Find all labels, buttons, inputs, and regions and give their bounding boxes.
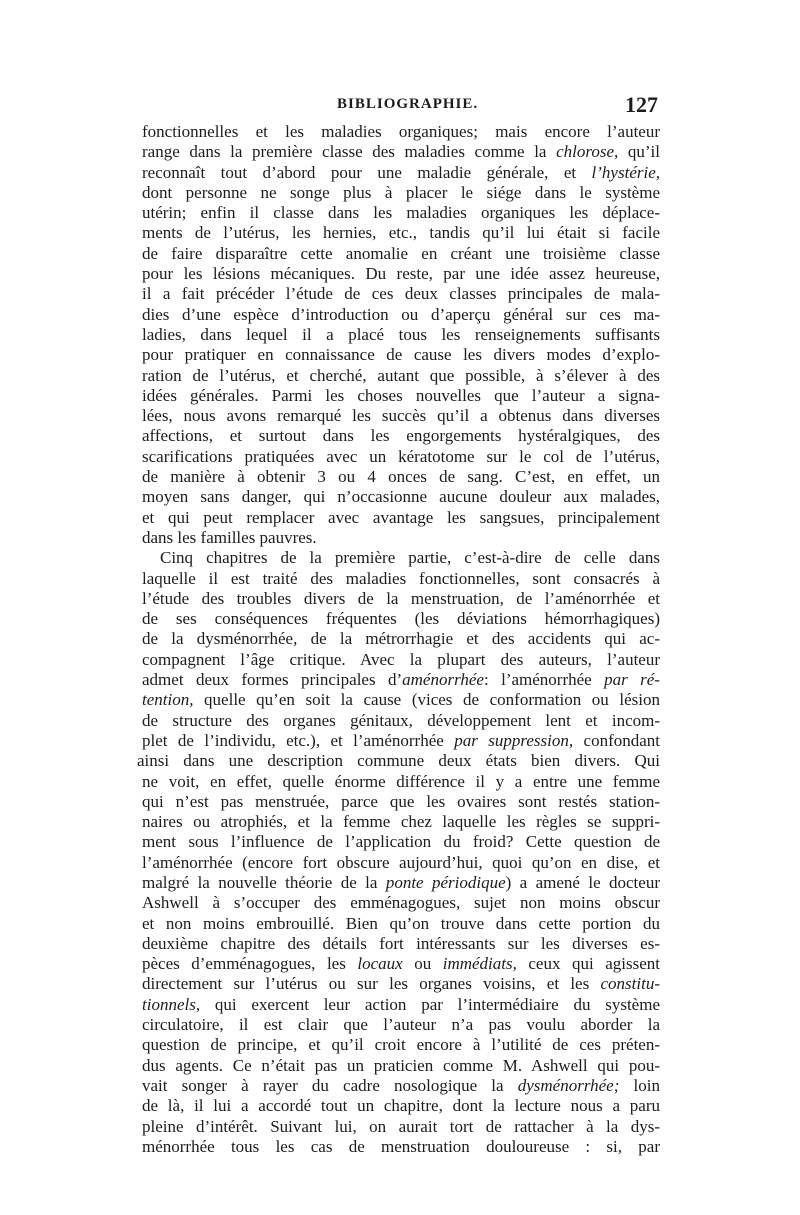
text-line — [142, 223, 660, 243]
text-run: pleine d’intérêt. Suivant lui, on aurait tort de rattacher à la dys- — [142, 1116, 660, 1136]
text-line — [142, 325, 660, 345]
text-line — [142, 163, 660, 183]
italic-term: par suppression, — [454, 730, 574, 750]
text-line — [142, 1137, 660, 1157]
text-line — [142, 1015, 660, 1035]
text-line — [142, 589, 660, 609]
text-line — [142, 954, 660, 974]
text-line — [142, 284, 660, 304]
italic-term: tention, — [142, 690, 194, 710]
text-run: deuxième chapitre des détails fort intéressants sur les diverses es- — [142, 933, 660, 953]
text-line — [142, 447, 660, 467]
text-line — [142, 832, 660, 852]
text-line — [142, 508, 660, 528]
text-run: ceux qui agissent — [516, 954, 660, 974]
text-line — [142, 914, 660, 934]
text-run: range dans la première classe des maladies comme la — [142, 142, 557, 162]
italic-term: l’hystérie, — [591, 162, 660, 182]
text-run: et qui peut remplacer avec avantage les sangsues, principalement — [142, 507, 660, 527]
text-run: circulatoire, il est clair que l’auteur n’a pas voulu aborder la — [142, 1015, 660, 1035]
text-line — [142, 548, 660, 568]
italic-term: aménorrhée — [402, 670, 484, 690]
text-line — [142, 812, 660, 832]
text-line — [142, 264, 660, 284]
text-line — [142, 1076, 660, 1096]
italic-term: locaux — [357, 954, 403, 974]
italic-term: par ré- — [604, 670, 660, 690]
text-line — [142, 974, 660, 994]
text-line — [142, 1056, 660, 1076]
text-run: question de principe, et qu’il croit encore à l’utilité de ces préten- — [142, 1035, 660, 1055]
body-text — [137, 122, 660, 1157]
text-run: de structure des organes génitaux, développement lent et incom- — [142, 710, 660, 730]
text-run: ment sous l’influence de l’application du froid? Cette question de — [142, 832, 660, 852]
text-run: laquelle il est traité des maladies fonctionnelles, sont consacrés à — [142, 568, 660, 588]
text-line — [142, 873, 660, 893]
text-run: de là, il lui a accordé tout un chapitre, dont la lecture nous a paru — [142, 1096, 660, 1116]
text-run: confondant — [573, 730, 660, 750]
text-line — [142, 487, 660, 507]
text-line — [142, 183, 660, 203]
text-run: de manière à obtenir 3 ou 4 onces de sang. C’est, en effet, un — [142, 467, 660, 487]
text-line — [142, 406, 660, 426]
text-run: reconnaît tout d’abord pour une maladie générale, et — [142, 162, 592, 182]
page-header — [142, 92, 658, 122]
text-line — [142, 305, 660, 325]
text-line — [142, 1117, 660, 1137]
text-run: pèces d’emménagogues, les — [142, 954, 358, 974]
text-line — [142, 1096, 660, 1116]
text-run: loin — [619, 1075, 660, 1095]
text-run: l’aménorrhée (encore fort obscure aujourd’hui, quoi qu’on en dise, et — [142, 852, 660, 872]
text-run: directement sur l’utérus ou sur les organes voisins, et les — [142, 974, 601, 994]
text-run: pour pratiquer en connaissance de cause les divers modes d’explo- — [142, 345, 660, 365]
italic-term: chlorose, — [556, 142, 619, 162]
text-line — [142, 426, 660, 446]
running-title: BIBLIOGRAPHIE. — [337, 96, 479, 112]
text-line — [142, 203, 660, 223]
text-run: scarifications pratiquées avec un kératotome sur le col de l’utérus, — [142, 446, 660, 466]
text-run: moyen sans danger, qui n’occasionne aucune douleur aux malades, — [142, 487, 660, 507]
italic-term: dysménorrhée; — [517, 1075, 620, 1095]
text-line — [142, 772, 660, 792]
text-line — [142, 345, 660, 365]
text-run: ménorrhée tous les cas de menstruation douloureuse : si, par — [142, 1136, 660, 1156]
text-line — [142, 1035, 660, 1055]
text-run: fonctionnelles et les maladies organiques; mais encore l’auteur — [142, 122, 660, 141]
text-line — [142, 609, 660, 629]
text-run: dont personne ne songe plus à placer le siége dans le système — [142, 182, 660, 202]
text-run: utérin; enfin il classe dans les maladies organiques les déplace- — [142, 203, 660, 223]
text-run: qui exercent leur action par l’intermédiaire du système — [200, 994, 660, 1014]
text-run: naires ou atrophiés, et la femme chez laquelle les règles se suppri- — [142, 812, 660, 832]
text-line — [142, 629, 660, 649]
text-run: compagnent l’âge critique. Avec la plupart des auteurs, l’auteur — [142, 649, 660, 669]
text-run: l’étude des troubles divers de la menstruation, de l’aménorrhée et — [142, 588, 660, 608]
text-run: pour les lésions mécaniques. Du reste, par une idée assez heureuse, — [142, 264, 660, 284]
text-run: qu’il — [618, 142, 660, 162]
text-run: ) a amené le docteur — [505, 872, 660, 892]
text-run: ou — [402, 954, 443, 974]
text-run: plet de l’individu, etc.), et l’aménorrhée — [142, 730, 455, 750]
text-run: de la dysménorrhée, de la métrorrhagie et des accidents qui ac- — [142, 629, 660, 649]
text-run: Ashwell à s’occuper des emménagogues, sujet non moins obscur — [142, 893, 660, 913]
page-number: 127 — [625, 92, 658, 117]
text-line — [142, 142, 660, 162]
text-line — [142, 731, 660, 751]
text-run: et non moins embrouillé. Bien qu’on trouve dans cette portion du — [142, 913, 660, 933]
text-run: dus agents. Ce n’était pas un praticien comme M. Ashwell qui pou- — [142, 1055, 660, 1075]
italic-term: tionnels, — [142, 994, 201, 1014]
text-line — [142, 792, 660, 812]
text-line — [142, 122, 660, 142]
text-run: affections, et surtout dans les engorgements hystéralgiques, des — [142, 426, 660, 446]
text-run: vait songer à rayer du cadre nosologique la — [142, 1075, 518, 1095]
text-line — [142, 569, 660, 589]
italic-term: immédiats, — [442, 954, 517, 974]
text-line — [142, 995, 660, 1015]
italic-term: constitu- — [600, 974, 660, 994]
text-line — [142, 893, 660, 913]
text-line — [142, 366, 660, 386]
text-run: idées générales. Parmi les choses nouvelles que l’auteur a signa- — [142, 385, 660, 405]
text-line — [142, 690, 660, 710]
text-run: ments de l’utérus, les hernies, etc., tandis qu’il lui était si facile — [142, 223, 660, 243]
text-line — [137, 751, 660, 771]
text-line — [142, 244, 660, 264]
text-line — [142, 670, 660, 690]
text-run: qui n’est pas menstruée, parce que les ovaires sont restés station- — [142, 791, 660, 811]
text-line — [142, 528, 660, 548]
text-run: quelle qu’en soit la cause (vices de conformation ou lésion — [193, 690, 660, 710]
text-run: : l’aménorrhée — [483, 670, 605, 690]
text-run: lées, nous avons remarqué les succès qu’il a obtenus dans diverses — [142, 406, 660, 426]
text-run: ration de l’utérus, et cherché, autant que possible, à s’élever à des — [142, 365, 660, 385]
italic-term: ponte périodique — [385, 872, 506, 892]
text-run: ainsi dans une description commune deux états bien divers. Qui — [137, 751, 660, 771]
text-run: admet deux formes principales d’ — [142, 670, 403, 690]
text-line — [142, 934, 660, 954]
text-run: Cinq chapitres de la première partie, c’est-à-dire de celle dans — [160, 548, 660, 568]
text-line — [142, 650, 660, 670]
text-run: de faire disparaître cette anomalie en créant une troisième classe — [142, 243, 660, 263]
text-line — [142, 467, 660, 487]
text-run: dies d’une espèce d’introduction ou d’aperçu général sur ces ma- — [142, 304, 660, 324]
text-run: malgré la nouvelle théorie de la — [142, 872, 386, 892]
text-run: ladies, dans lequel il a placé tous les renseignements suffisants — [142, 324, 660, 344]
text-run: dans les familles pauvres. — [142, 527, 317, 547]
text-run: de ses conséquences fréquentes (les déviations hémorrhagiques) — [142, 609, 660, 629]
text-run: il a fait précéder l’étude de ces deux classes principales de mala- — [142, 284, 660, 304]
text-line — [142, 711, 660, 731]
text-line — [142, 386, 660, 406]
text-run: ne voit, en effet, quelle énorme différence il y a entre une femme — [142, 771, 660, 791]
text-line — [142, 853, 660, 873]
